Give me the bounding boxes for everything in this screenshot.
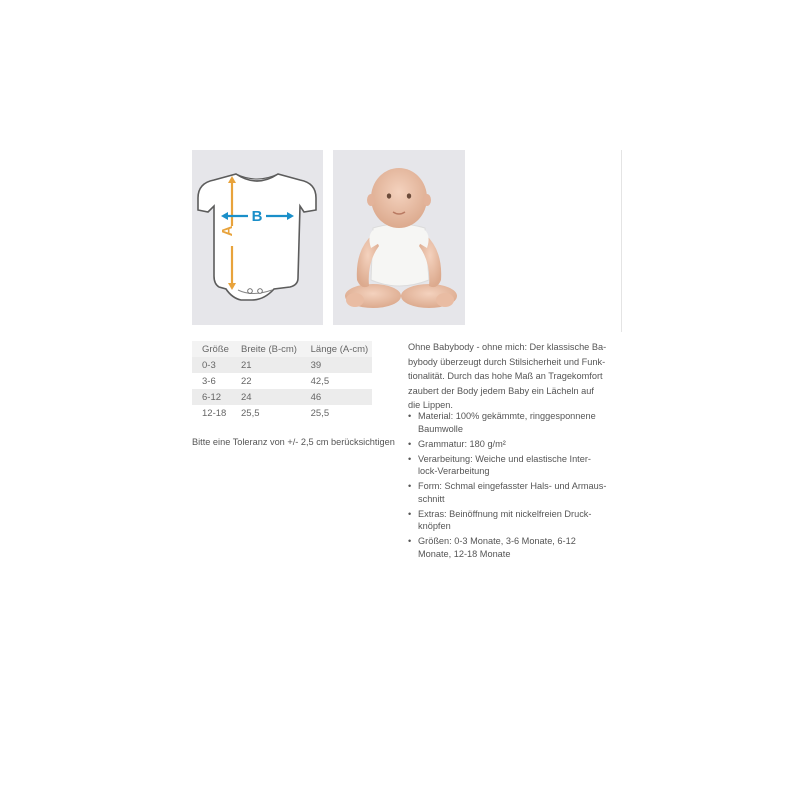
feature-list bbox=[408, 410, 623, 563]
header-size: Größe bbox=[202, 343, 229, 355]
cell-length: 25,5 bbox=[310, 407, 330, 419]
description-line: die Lippen. bbox=[408, 400, 453, 410]
label-a: A bbox=[219, 225, 236, 237]
cell-size: 0-3 bbox=[202, 359, 216, 371]
list-item bbox=[408, 453, 623, 478]
bodysuit-outline-icon bbox=[192, 150, 323, 325]
bullet-icon: • bbox=[408, 411, 412, 421]
cell-size: 12-18 bbox=[202, 407, 227, 419]
cell-width: 24 bbox=[241, 391, 252, 403]
feature-line: Extras: Beinöffnung mit nickelfreien Druck- bbox=[418, 508, 592, 519]
cell-size: 6-12 bbox=[202, 391, 222, 403]
size-diagram bbox=[192, 150, 323, 325]
feature-line: Verarbeitung: Weiche und elastische Inter- bbox=[418, 453, 591, 464]
list-item bbox=[408, 410, 623, 435]
feature-line: lock-Verarbeitung bbox=[418, 466, 490, 477]
cell-width: 21 bbox=[241, 359, 252, 371]
description-line: tionalität. Durch das hohe Maß an Tragekomfort bbox=[408, 371, 603, 381]
list-item bbox=[408, 508, 623, 533]
bullet-icon: • bbox=[408, 453, 412, 464]
size-table bbox=[192, 341, 372, 421]
tolerance-note: Bitte eine Toleranz von +/- 2,5 cm berücksichtigen bbox=[192, 437, 395, 447]
cell-length: 39 bbox=[310, 359, 322, 371]
feature-line: Grammatur: 180 g/m² bbox=[418, 438, 506, 449]
bullet-icon: • bbox=[408, 508, 412, 519]
product-description bbox=[408, 340, 618, 413]
table-row bbox=[192, 373, 372, 389]
table-row bbox=[192, 389, 372, 405]
bullet-icon: • bbox=[408, 438, 412, 449]
cell-length: 46 bbox=[310, 391, 322, 403]
feature-line: Baumwolle bbox=[418, 423, 463, 434]
feature-line: Monate, 12-18 Monate bbox=[418, 548, 511, 559]
table-row bbox=[192, 405, 372, 421]
description-line: Ohne Babybody - ohne mich: Der klassische Ba- bbox=[408, 342, 607, 352]
description-line: zaubert der Body jedem Baby ein Lächeln auf bbox=[408, 385, 594, 396]
table-row bbox=[192, 357, 372, 373]
column-divider bbox=[621, 150, 622, 332]
cell-size: 3-6 bbox=[202, 375, 216, 387]
list-item bbox=[408, 480, 623, 505]
list-item bbox=[408, 438, 623, 451]
feature-line: schnitt bbox=[418, 493, 445, 504]
baby-photo-image bbox=[333, 150, 465, 325]
feature-line: Größen: 0-3 Monate, 3-6 Monate, 6-12 bbox=[418, 536, 576, 547]
cell-width: 25,5 bbox=[241, 407, 260, 419]
header-width: Breite (B-cm) bbox=[241, 343, 297, 355]
bullet-icon: • bbox=[408, 481, 412, 492]
cell-width: 22 bbox=[241, 375, 252, 387]
list-item bbox=[408, 535, 623, 560]
product-photo bbox=[333, 150, 465, 325]
description-line: bybody überzeugt durch Stilsicherheit und Funk- bbox=[408, 356, 606, 367]
feature-line: knöpfen bbox=[418, 521, 451, 532]
header-length: Länge (A-cm) bbox=[310, 343, 369, 355]
bullet-icon: • bbox=[408, 536, 412, 547]
feature-line: Form: Schmal eingefasster Hals- und Armaus- bbox=[418, 481, 607, 492]
feature-line: Material: 100% gekämmte, ringgesponnene bbox=[418, 411, 596, 421]
label-b: B bbox=[251, 208, 263, 225]
cell-length: 42,5 bbox=[310, 375, 330, 387]
table-header-row bbox=[192, 341, 372, 357]
